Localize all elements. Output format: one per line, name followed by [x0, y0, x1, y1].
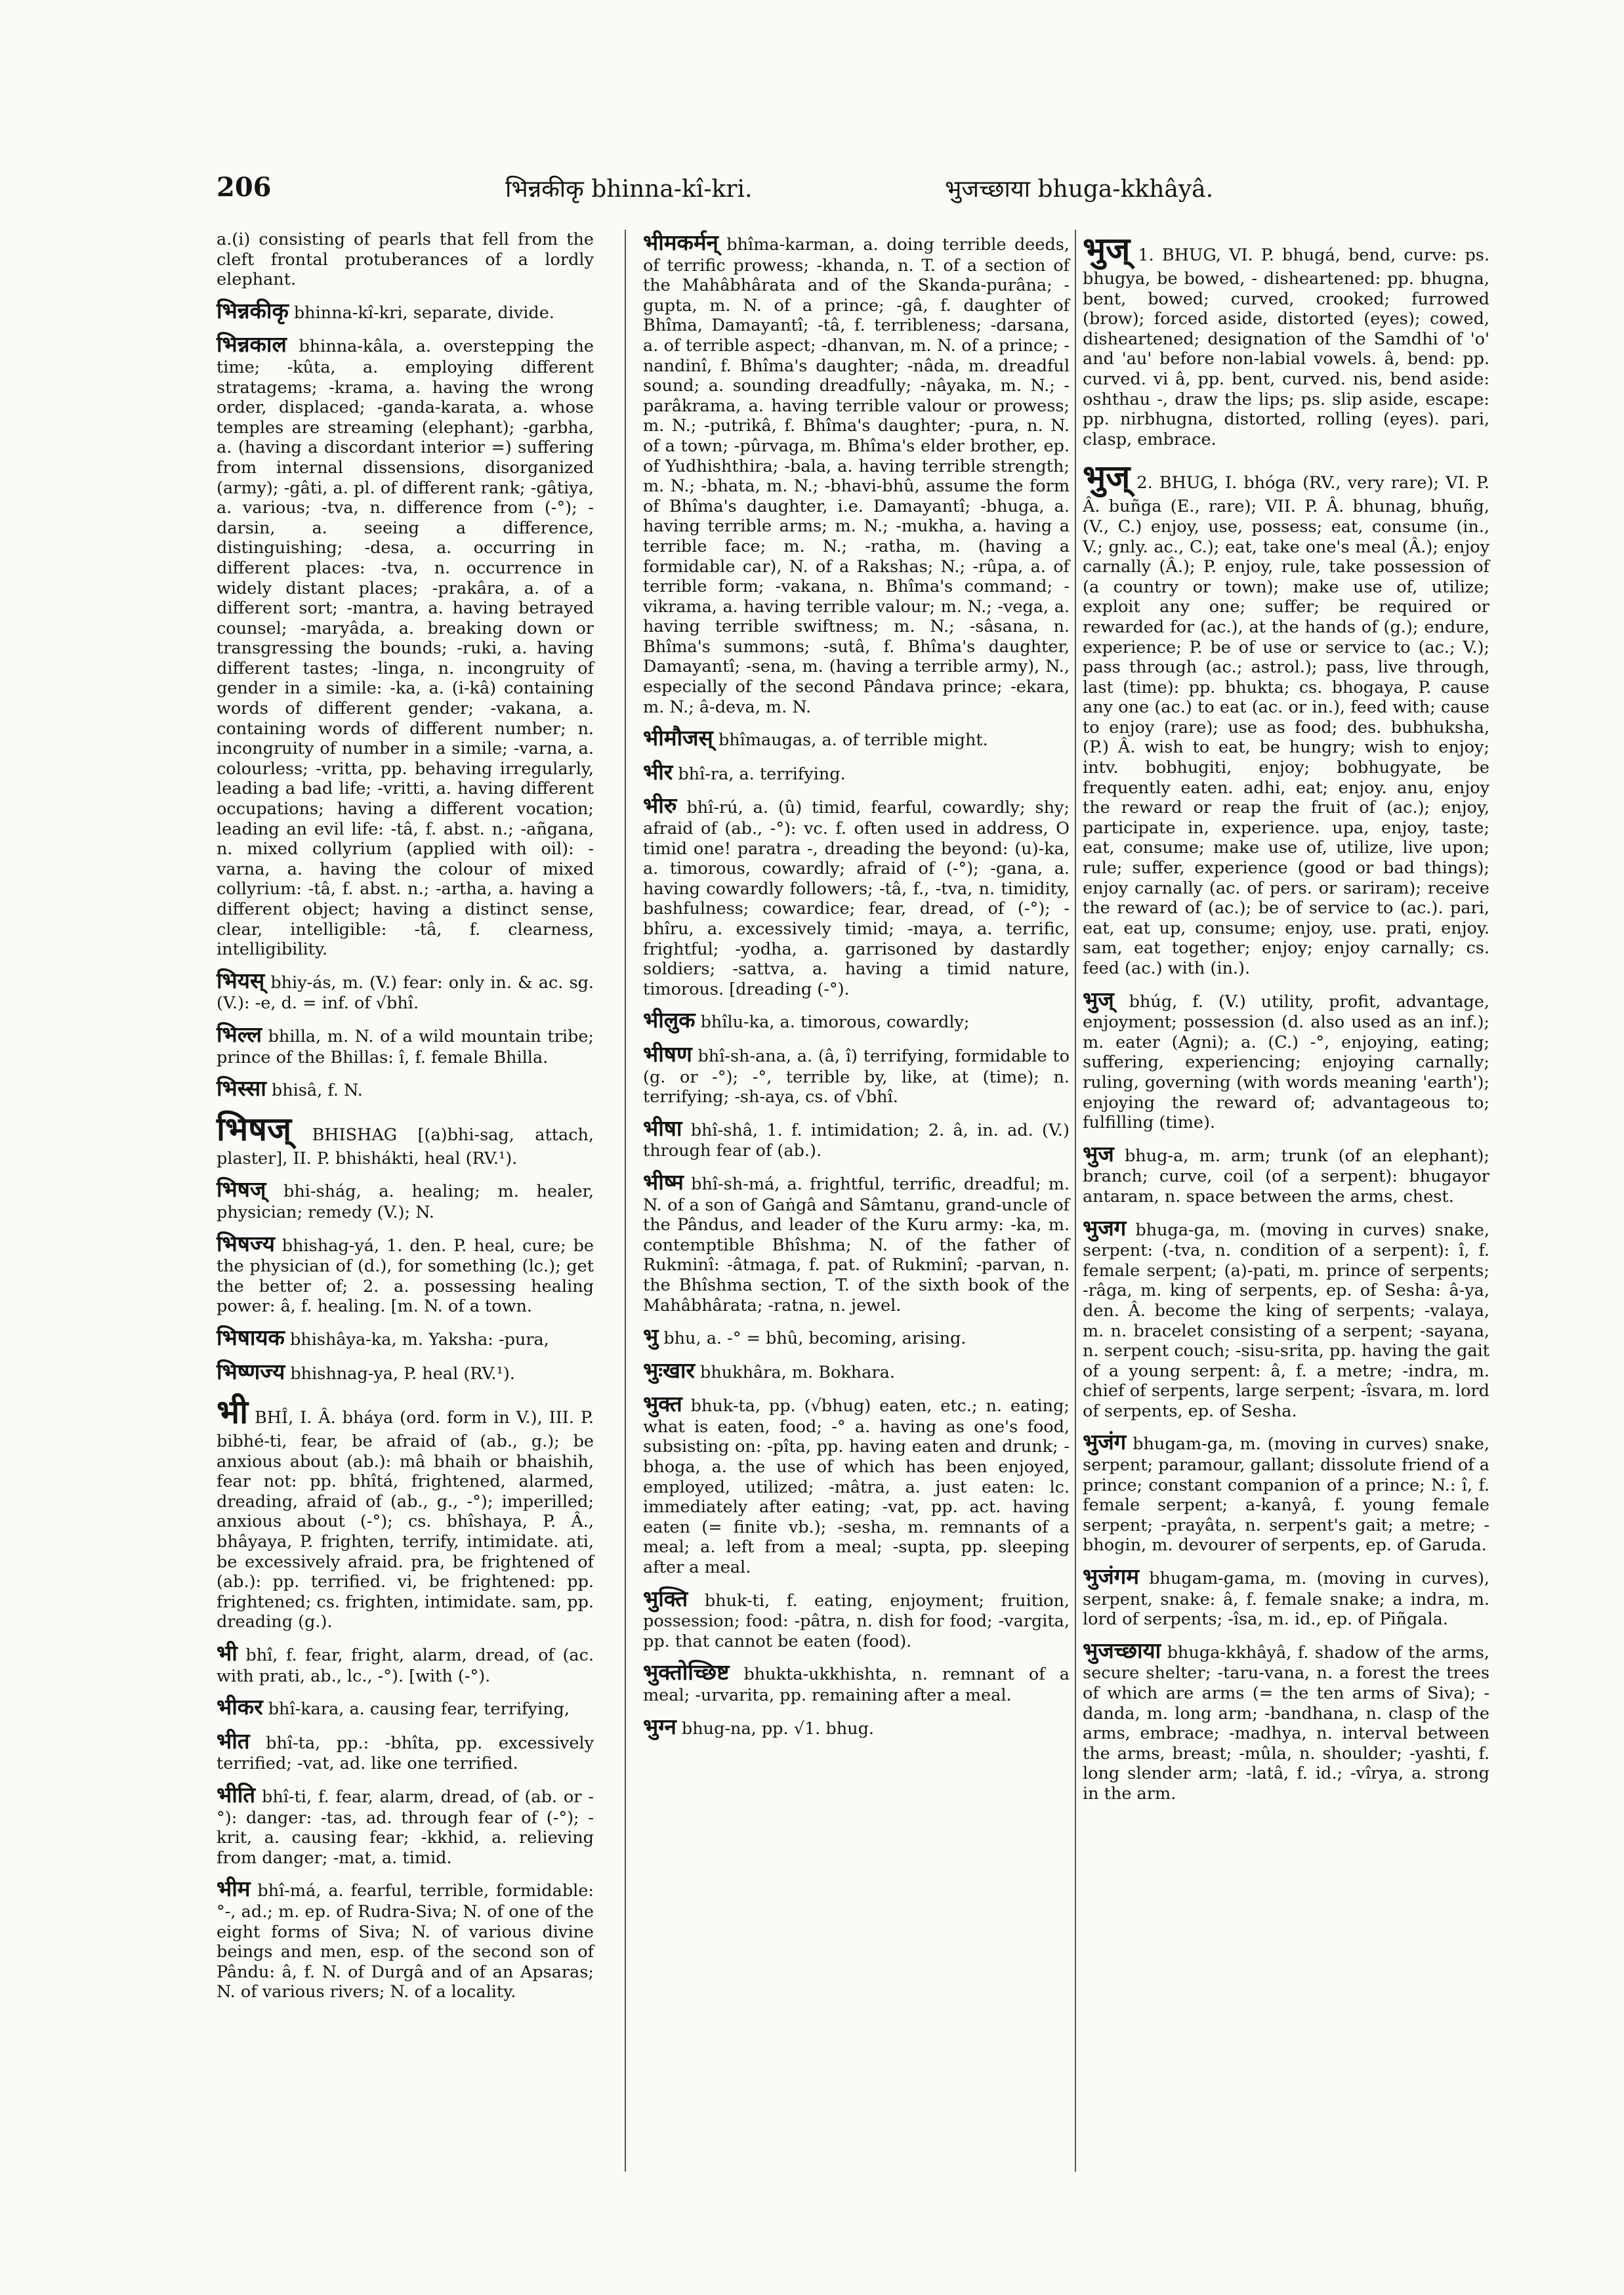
headword: भुज् — [1083, 457, 1131, 497]
headword: भीति — [217, 1782, 256, 1808]
definition: bhuga-ga, m. (moving in curves) snake, serpent: (-tva, n. condition of a serpent): î, f. female serpent; (a)-pati, m. prince of serpents; -râga, m. king of serpents, ep. of Sesha: â-ya, den. Â. become the king of serpents; -valaya, m. n. bracelet consisting of a serpent; -sayana, n. serpent couch; -sisu-srita, pp. having the gait of a young serpent: â, f. a metre; -indra, m. chief of serpents, large serpent; -îsvara, m. lord of serpents, ep. of Sesha. — [1083, 1220, 1489, 1421]
dictionary-entry — [1083, 230, 1489, 449]
dictionary-entry — [217, 1231, 594, 1317]
definition: BHÎ, I. Â. bháya (ord. form in V.), III. P. bibhé-ti, fear, be afraid of (ab., g.); be anxious about (ab.): mâ bhaih or bhaishih, fear not: pp. bhîtá, frightened, alarmed, dreading, afraid of (ab., g., -°); imperilled; anxious about (-°); cs. bhîshaya, P. Â., bhâyaya, P. frighten, terrify, intimidate. ati, be excessively afraid. pra, be frightened of (ab.): pp. terrified. vi, be frightened: pp. frightened; cs. frighten, intimidate. sam, pp. dreading (g.). — [217, 1408, 594, 1632]
headword: भीमौजस् — [643, 725, 713, 751]
dictionary-entry — [643, 230, 1070, 717]
definition: BHISHAG [(a)bhi-sag, attach, plaster], II. P. bhishákti, heal (RV.¹). — [217, 1125, 594, 1168]
definition: bhukhâra, m. Bokhara. — [700, 1362, 895, 1382]
headword: भीम — [217, 1876, 251, 1902]
headword: भुज् — [1083, 986, 1114, 1012]
dictionary-entry — [643, 1323, 1070, 1350]
headword: भीषण — [643, 1041, 692, 1067]
definition: bhuga-kkhâyâ, f. shadow of the arms, secure shelter; -taru-vana, n. a forest the trees of which are arms (= the ten arms of Siva); -danda, m. long arm; -bandhana, n. clasp of the arms, embrace; -madhya, n. interval between the arms, breast; -mûla, n. shoulder; -yashti, f. long slender arm; -latâ, f. id.; -vîrya, a. strong in the arm. — [1083, 1642, 1489, 1804]
dictionary-entry — [1083, 1141, 1489, 1207]
definition: 1. BHUG, VI. P. bhugá, bend, curve: ps. bhugya, be bowed, - disheartened: pp. bhugna, bent, bowed; curved, crooked; furrowed (brow); forced aside, distorted (eyes); cowed, disheartened; designation of the Samdhi of 'o' and 'au' before non-labial vowels. â, bend: pp. curved. vi â, pp. bent, curved. nis, bend aside: oshthau -, draw the lips; ps. slip aside, escape: pp. nirbhugna, distorted, rolling (eyes). pari, clasp, embrace. — [1083, 245, 1489, 449]
definition: bhug-a, m. arm; trunk (of an elephant); branch; curve, coil (of a serpent): bhugayor antaram, n. space between the arms, chest. — [1083, 1146, 1489, 1207]
headword: भुःखार — [643, 1357, 695, 1383]
dictionary-entry — [643, 759, 1070, 785]
headword: भीष्म — [643, 1168, 684, 1195]
definition: bhi-shág, a. healing; m. healer, physician; remedy (V.); N. — [217, 1182, 594, 1222]
headword: भुक्ति — [643, 1585, 688, 1611]
definition: bhî-sh-ana, a. (â, î) terrifying, formidable to (g. or -°); -°, terrible by, like, at (time); n. terrifying; -sh-aya, cs. of √bhî. — [643, 1046, 1070, 1107]
definition: bhî-ta, pp.: -bhîta, pp. excessively terrified; -vat, ad. like one terrified. — [217, 1733, 594, 1774]
headword: भिन्नकीकृ — [217, 297, 289, 323]
headword: भी — [217, 1640, 238, 1666]
column-divider — [1075, 230, 1076, 2172]
dictionary-entry — [217, 1075, 594, 1102]
dictionary-column-3 — [1083, 230, 1489, 1812]
column-divider — [625, 230, 626, 2172]
headword: भिष्णज्य — [217, 1358, 285, 1384]
definition: bhu, a. -° = bhû, becoming, arising. — [663, 1329, 967, 1349]
dictionary-entry — [1083, 1563, 1489, 1630]
definition: bhîma-karman, a. doing terrible deeds, of terrific prowess; -khanda, n. T. of a section of the Mahâbhârata and of the Skanda-purâna; -gupta, m. N. of a prince; -gâ, f. daughter of Bhîma, Damayantî; -tâ, f. terribleness; -darsana, a. of terrible aspect; -dhanvan, m. N. of a prince; -nandinî, f. Bhîma's daughter; -nâda, m. dreadful sound; a. sounding dreadfully; -nâyaka, m. N.; -parâkrama, a. having terrible valour or prowess; m. N.; -putrikâ, f. Bhîma's daughter; -pura, n. N. of a town; -pûrvaga, m. Bhîma's elder brother, ep. of Yudhishthira; -bala, a. having terrible strength; m. N.; -bhata, m. N.; -bhavi-bhû, assume the form of Bhîma's daughter, i.e. Damayantî; -bhuga, a. having terrible arms; m. N.; -mukha, a. having a terrible face; m. N.; -ratha, m. (having a formidable car), N. of a Rakshas; N.; -rûpa, a. of terrible form; -vakana, n. Bhîma's command; -vikrama, a. having terrible valour; m. N.; -vega, a. having terrible swiftness; m. N.; -sâsana, n. Bhîma's summons; -sutâ, f. Bhîma's daughter, Damayantî; -sena, m. (having a terrible army), N., especially of the second Pândava prince; -ekara, m. N.; â-deva, m. N. — [643, 235, 1070, 717]
definition: bhishâya-ka, m. Yaksha: -pura, — [289, 1329, 549, 1350]
headword: भीत — [217, 1727, 250, 1754]
headword: भीमकर्मन् — [643, 230, 718, 255]
definition: bhî-shâ, 1. f. intimidation; 2. â, in. ad. (V.) through fear of (ab.). — [643, 1120, 1070, 1161]
dictionary-entry — [643, 1391, 1070, 1577]
definition: bhî-sh-má, a. frightful, terrific, dreadful; m. N. of a son of Gaṅgâ and Sâmtanu, grand-uncle of the Pândus, and leader of the Kuru army: -ka, m. contemptible Bhîshma; N. of the father of Rukminî: -âtmaga, f. pat. of Rukminî; -parvan, n. the Bhîshma section, T. of the sixth book of the Mahâbhârata; -ratna, n. jewel. — [643, 1174, 1070, 1315]
definition: bhî-kara, a. causing fear, terrifying, — [268, 1699, 570, 1720]
dictionary-entry — [217, 1728, 594, 1774]
headword: भुजंग — [1083, 1429, 1127, 1455]
definition: bhuk-ta, pp. (√bhug) eaten, etc.; n. eating; what is eaten, food; -° a. having as one's food, subsisting on: -pîta, pp. having eaten and drunk; -bhoga, a. the use of which has been enjoyed, employed, utilized; -mâtra, a. just eaten: lc. immediately after eating; -vat, pp. act. having eaten (= finite vb.); -sesha, m. remnants of a meal; a. left from a meal; -supta, pp. sleeping after a meal. — [643, 1396, 1070, 1578]
definition: bhî-ti, f. fear, alarm, dread, of (ab. or -°): danger: -tas, ad. through fear of (-°); -krit, a. causing fear; -kkhid, a. relieving from danger; -mat, a. timid. — [217, 1787, 594, 1868]
headword: भुज — [1083, 1140, 1114, 1167]
definition: bhugam-ga, m. (moving in curves) snake, serpent; paramour, gallant; dissolute friend of a prince; constant companion of a prince; N.: î, f. female serpent; a-kanyâ, f. young female serpent; -prayâta, n. serpent's gait; a metre; -bhogin, m. devourer of serpents, ep. of Garuda. — [1083, 1434, 1489, 1556]
headword: भिषज्य — [217, 1230, 275, 1256]
definition: bhilla, m. N. of a wild mountain tribe; prince of the Bhillas: î, f. female Bhilla. — [217, 1026, 594, 1067]
dictionary-entry — [643, 725, 1070, 751]
dictionary-entry — [217, 1325, 594, 1351]
headword: भी — [217, 1392, 249, 1432]
headword: भिन्नकाल — [217, 331, 287, 358]
definition: bhúg, f. (V.) utility, profit, advantage, enjoyment; possession (d. also used as an inf.); m. eater (Agni); a. (C.) -°, enjoying, eating; suffering, experiencing; enjoying carnally; ruling, governing (with words meaning 'earth'); enjoying the reward of; advantageous to; fulfilling (time). — [1083, 991, 1489, 1133]
dictionary-entry — [217, 1359, 594, 1385]
dictionary-entry — [217, 1022, 594, 1067]
definition: bhinna-kî-kri, separate, divide. — [293, 302, 554, 323]
dictionary-entry — [643, 1586, 1070, 1652]
dictionary-column-2 — [643, 230, 1070, 1747]
definition: bhishnag-ya, P. heal (RV.¹). — [290, 1363, 515, 1384]
dictionary-entry — [217, 1640, 594, 1686]
dictionary-entry — [217, 1876, 594, 2002]
headword: भुक्त — [643, 1391, 682, 1417]
definition: bhiy-ás, m. (V.) fear: only in. & ac. sg. (V.): -e, d. = inf. of √bhî. — [217, 972, 594, 1014]
definition: a.(i) consisting of pearls that fell from the cleft frontal protuberances of a lordly elephant. — [217, 230, 594, 290]
dictionary-entry — [643, 1169, 1070, 1315]
dictionary-entry — [643, 1041, 1070, 1107]
definition: bhishag-yá, 1. den. P. heal, cure; be the physician of (d.), for something (lc.); get the better of; 2. a. possessing healing power: â, f. healing. [m. N. of a town. — [217, 1235, 594, 1317]
dictionary-entry — [1083, 1429, 1489, 1556]
dictionary-entry — [643, 1357, 1070, 1384]
dictionary-entry — [643, 1659, 1070, 1705]
dictionary-entry — [217, 1694, 594, 1720]
dictionary-entry — [1083, 457, 1489, 978]
dictionary-entry — [643, 1007, 1070, 1033]
dictionary-entry — [217, 968, 594, 1014]
definition: bhuk-ti, f. eating, enjoyment; fruition, possession; food: -pâtra, n. dish for food; -vargita, pp. that cannot be eaten (food). — [643, 1590, 1070, 1651]
dictionary-entry — [1083, 1215, 1489, 1422]
dictionary-entry — [217, 1392, 594, 1632]
headword: भु — [643, 1323, 659, 1350]
headword: भिस्सा — [217, 1075, 266, 1102]
dictionary-entry — [643, 1115, 1070, 1161]
definition: bhinna-kâla, a. overstepping the time; -kûta, a. employing different stratagems; -krama, a. having the wrong order, displaced; -ganda-karata, a. whose temples are streaming (elephant); -garbha, a. (having a discordant interior =) suffering from internal dissensions, disorganized (army); -gâti, a. pl. of different rank; -gâtiya, a. various; -tva, n. difference from (-°); -darsin, a. seeing a difference, distinguishing; -desa, a. occurring in different places: -tva, n. occurrence in widely distant places; -prakâra, a. of a different sort; -mantra, a. having betrayed counsel; -maryâda, a. breaking down or transgressing the bounds; -ruki, a. having different tastes; -linga, n. incongruity of gender in a simile: -ka, a. (i-kâ) containing words of different gender; -vakana, a. containing words of different number; n. incongruity of number in a simile; -varna, a. colourless; -vritta, pp. behaving irregularly, leading a bad life; -vritti, a. having different occupations; having a different vocation; leading an evil life: -tâ, f. abst. n.; -añgana, n. mixed collyrium (applied with oil): -varna, a. having the colour of mixed collyrium: -tâ, f. abst. n.; -artha, a. having a different object; having a distinct sense, clear, intelligible: -tâ, f. clearness, intelligibility. — [217, 337, 594, 960]
definition: bhî, f. fear, fright, alarm, dread, of (ac. with prati, ab., lc., -°). [with (-°). — [217, 1645, 594, 1686]
definition: bhî-rú, a. (û) timid, fearful, cowardly; shy; afraid of (ab., -°): vc. f. often used in address, O timid one! paratra -, dreading the beyond: (u)-ka, a. timorous, cowardly; afraid of (-°); -gana, a. having cowardly followers; -tâ, f., -tva, n. timidity, bashfulness; cowardice; fear, dread, of (-°); -bhîru, a. excessively timid; -maya, a. terrific, frightful; -yodha, a. garrisoned by dastardly soldiers; -sattva, a. having a timid nature, timorous. [dreading (-°). — [643, 798, 1070, 999]
dictionary-entry — [1083, 1638, 1489, 1804]
dictionary-entry — [217, 298, 594, 324]
headword: भिल्ल — [217, 1021, 262, 1047]
definition: bhisâ, f. N. — [271, 1081, 363, 1101]
dictionary-entry — [643, 793, 1070, 999]
headword: भुज् — [1083, 230, 1131, 268]
page-header — [217, 172, 1417, 206]
headword: भीरु — [643, 793, 677, 819]
definition: bhukta-ukkhishta, n. remnant of a meal; -urvarita, pp. remaining after a meal. — [643, 1664, 1070, 1705]
headword: भीलुक — [643, 1007, 696, 1033]
definition: 2. BHUG, I. bhóga (RV., very rare); VI. P. Â. buñga (E., rare); VII. P. Â. bhunag, bhuñg, (V., C.) enjoy, use, possess; eat, consume (in., V.; gnly. ac., C.); eat, take one's meal (Â.); enjoy carnally (Â.); P. enjoy, rule, take possession of (a country or town); make use of, utilize; exploit any one; suffer; be required or rewarded for (ac.), at the hands of (g.); endure, experience; P. be of use or service to (ac.; V.); pass through (ac.; astrol.); pass, live through, last (time): pp. bhukta; cs. bhogaya, P. cause any one (ac.) to eat (ac. or in.), feed with; cause to enjoy (rare); use as food; des. bubhuksha, (P.) Â. wish to eat, be hungry; wish to enjoy; intv. bobhugiti, enjoy; bobhugyate, be frequently eaten. adhi, eat; enjoy. anu, enjoy the reward or reap the fruit of (ac.); enjoy, participate in, experience. upa, enjoy, taste; eat, consume; make use of, utilize, live upon; rule; suffer, experience (good or bad things); enjoy carnally (ac. of pers. or sariram); receive the reward of (ac.); be of service to (ac.). pari, eat, eat up, consume; enjoy, use. prati, enjoy. sam, eat together; enjoy; enjoy carnally; cs. feed (ac.) with (in.). — [1083, 473, 1490, 978]
headword: भियस् — [217, 967, 265, 993]
headword: भुग्न — [643, 1713, 677, 1739]
dictionary-entry — [217, 1176, 594, 1222]
definition: bhugam-gama, m. (moving in curves), serpent, snake: â, f. female snake; a indra, m. lord of serpents; -îsa, m. id., ep. of Piñgala. — [1083, 1569, 1489, 1630]
left-running-head: भिन्नकीकृ bhinna-kî-kri. — [505, 176, 753, 203]
definition: bhîlu-ka, a. timorous, cowardly; — [700, 1012, 970, 1033]
dictionary-column-1 — [217, 230, 594, 2010]
headword: भिषज् — [217, 1109, 292, 1148]
dictionary-entry — [217, 331, 594, 959]
headword: भीषा — [643, 1115, 682, 1141]
dictionary-entry — [1083, 987, 1489, 1133]
headword: भुजच्छाया — [1083, 1637, 1161, 1663]
dictionary-entry — [643, 1714, 1070, 1740]
headword: भीर — [643, 758, 673, 785]
dictionary-entry — [217, 230, 594, 290]
definition: bhîmaugas, a. of terrible might. — [718, 730, 988, 751]
headword: भुजंगम — [1083, 1563, 1139, 1590]
definition: bhî-ra, a. terrifying. — [678, 764, 846, 784]
headword: भिषायक — [217, 1324, 285, 1350]
headword: भिषज् — [217, 1176, 266, 1203]
headword: भुजग — [1083, 1214, 1127, 1241]
headword: भुक्तोच्छिष्ट — [643, 1659, 730, 1685]
dictionary-entry — [217, 1782, 594, 1868]
definition: bhug-na, pp. √1. bhug. — [681, 1718, 874, 1739]
right-running-head: भुजच्छाया bhuga-kkhâyâ. — [945, 176, 1214, 203]
dictionary-entry — [217, 1109, 594, 1169]
page-number: 206 — [217, 172, 272, 203]
definition: bhî-má, a. fearful, terrible, formidable: °-, ad.; m. ep. of Rudra-Siva; N. of one of the eight forms of Siva; N. of various divine beings and men, esp. of the second son of Pându: â, f. N. of Durgâ and of an Apsaras; N. of various rivers; N. of a locality. — [217, 1881, 594, 2002]
headword: भीकर — [217, 1694, 263, 1720]
